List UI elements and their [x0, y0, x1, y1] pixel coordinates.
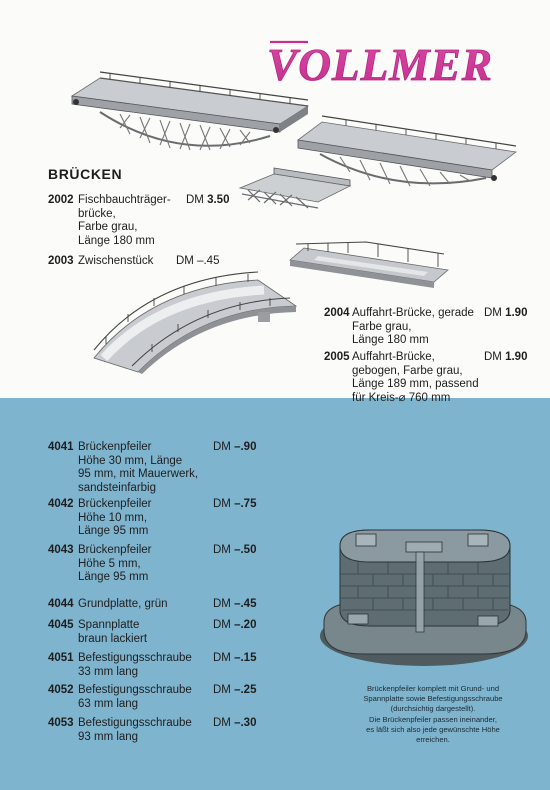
item-description: Befestigungsschraube 93 mm lang — [78, 717, 192, 743]
item-number: 4044 — [48, 598, 74, 610]
item-number: 4043 — [48, 544, 74, 556]
item-price-line — [484, 351, 527, 365]
item-4051 — [48, 652, 288, 682]
item-description: Zwischenstück — [78, 255, 154, 267]
item-price: 3.50 — [207, 194, 230, 206]
bridge-2004-illustration — [288, 240, 454, 292]
currency-label: DM — [186, 194, 204, 206]
item-number: 4051 — [48, 652, 74, 664]
item-number: 2003 — [48, 255, 74, 267]
bridge-2002-left-illustration — [70, 66, 320, 166]
item-2002 — [48, 194, 268, 254]
section-title: BRÜCKEN — [48, 166, 123, 182]
svg-text:VOLLMER: VOLLMER — [267, 39, 493, 88]
item-number: 4053 — [48, 717, 74, 729]
pier-caption: Brückenpfeiler komplett mit Grund- und Spannplatte sowie Befestigungsschraube (durchsichtig dargestellt). Die Brückenpfeiler passen ineinander, es läßt sich also jede gewünschte Höhe erreichen. — [363, 684, 503, 745]
item-2005 — [324, 351, 534, 407]
item-price-line — [186, 194, 229, 208]
item-description: Grundplatte, grün — [78, 598, 168, 610]
item-price-line — [213, 598, 256, 612]
item-description: Befestigungsschraube 33 mm lang — [78, 652, 192, 678]
currency-label: DM — [213, 684, 231, 696]
currency-label: DM — [484, 351, 502, 363]
item-description: Auffahrt-Brücke, gerade Farbe grau, Länge 180 mm — [352, 307, 474, 346]
item-2003 — [48, 255, 268, 271]
item-number: 4052 — [48, 684, 74, 696]
item-description: Brückenpfeiler Höhe 10 mm, Länge 95 mm — [78, 498, 152, 537]
item-number: 2004 — [324, 307, 350, 319]
item-number: 2005 — [324, 351, 350, 363]
item-price: –.15 — [234, 652, 257, 664]
item-price: –.90 — [234, 441, 257, 453]
item-price: –.45 — [234, 598, 257, 610]
item-number: 4045 — [48, 619, 74, 631]
item-price: –.20 — [234, 619, 257, 631]
item-description: Spannplatte braun lackiert — [78, 619, 148, 645]
item-price-line — [484, 307, 527, 321]
item-number: 4041 — [48, 441, 74, 453]
item-price: 1.90 — [505, 351, 528, 363]
item-4052 — [48, 684, 288, 714]
currency-label: DM — [484, 307, 502, 319]
item-4042 — [48, 498, 288, 540]
item-price-line — [213, 652, 256, 666]
item-price: –.50 — [234, 544, 257, 556]
item-description: Auffahrt-Brücke, gebogen, Farbe grau, Länge 189 mm, passend für Kreis-⌀ 760 mm — [352, 351, 479, 404]
currency-label: DM — [213, 652, 231, 664]
item-price: –.45 — [197, 255, 220, 267]
item-price-line — [213, 498, 256, 512]
item-price-line — [213, 684, 256, 698]
item-price-line — [213, 619, 256, 633]
currency-label: DM — [213, 544, 231, 556]
item-number: 4042 — [48, 498, 74, 510]
currency-label: DM — [213, 498, 231, 510]
item-2004 — [324, 307, 534, 351]
item-4041 — [48, 441, 288, 497]
item-price: –.30 — [234, 717, 257, 729]
item-4044 — [48, 598, 288, 614]
item-number: 2002 — [48, 194, 74, 206]
currency-label: DM — [213, 598, 231, 610]
item-description: Brückenpfeiler Höhe 5 mm, Länge 95 mm — [78, 544, 152, 583]
currency-label: DM — [213, 441, 231, 453]
currency-label: DM — [213, 619, 231, 631]
item-4045 — [48, 619, 288, 649]
item-4053 — [48, 717, 288, 747]
item-price: –.25 — [234, 684, 257, 696]
item-price-line — [176, 255, 219, 269]
item-price-line — [213, 717, 256, 731]
item-4043 — [48, 544, 288, 586]
item-price-line — [213, 544, 256, 558]
currency-label: DM — [176, 255, 194, 267]
bridge-2005-illustration — [92, 262, 302, 374]
currency-label: DM — [213, 717, 231, 729]
item-price: –.75 — [234, 498, 257, 510]
item-description: Befestigungsschraube 63 mm lang — [78, 684, 192, 710]
item-price-line — [213, 441, 256, 455]
item-description: Fischbauchträger- brücke, Farbe grau, Länge 180 mm — [78, 194, 171, 247]
bridge-pier-illustration — [318, 518, 530, 670]
item-price: 1.90 — [505, 307, 528, 319]
item-description: Brückenpfeiler Höhe 30 mm, Länge 95 mm, mit Mauerwerk, sandsteinfarbig — [78, 441, 199, 494]
